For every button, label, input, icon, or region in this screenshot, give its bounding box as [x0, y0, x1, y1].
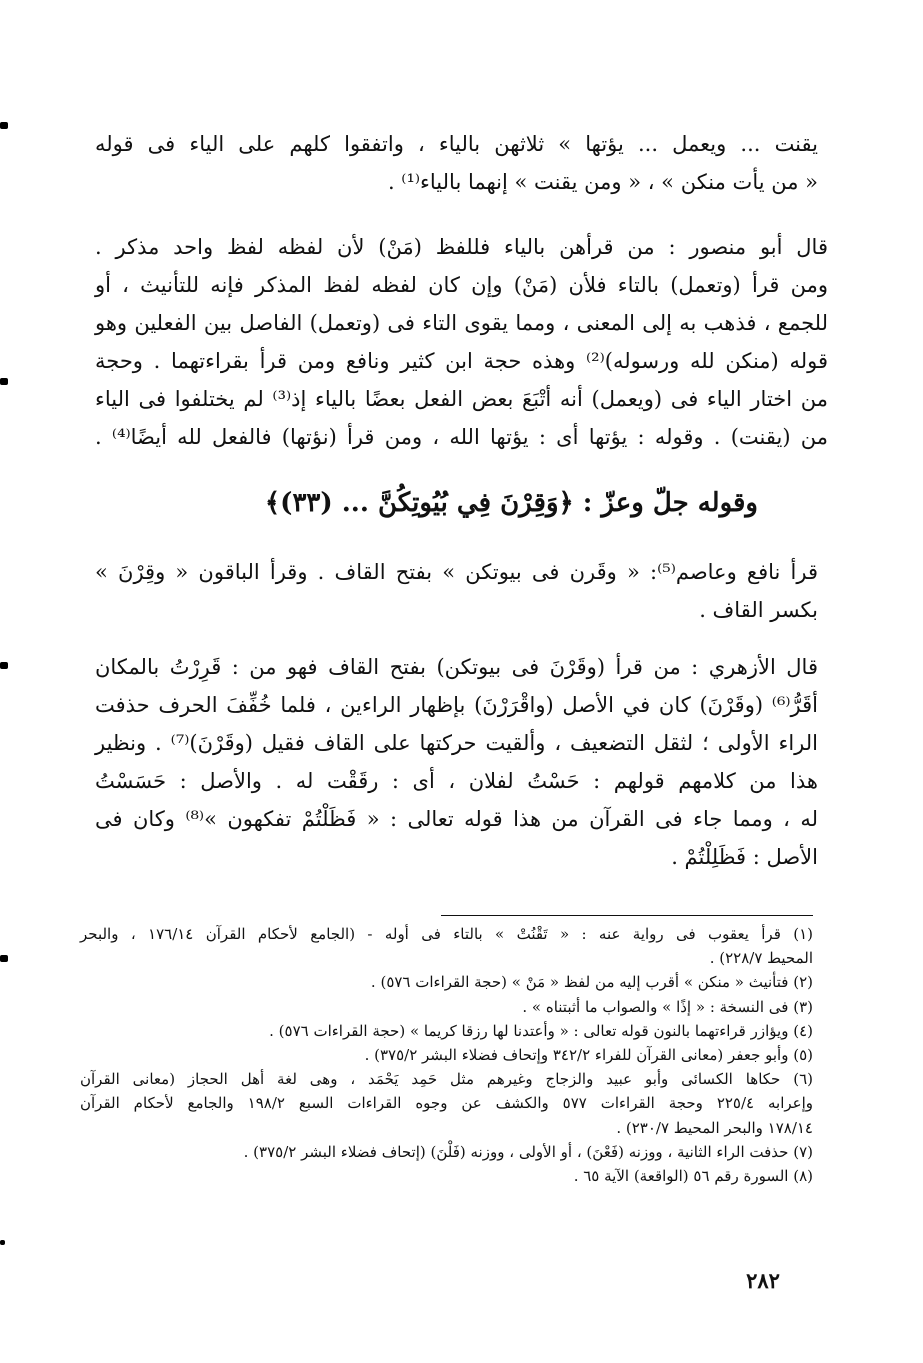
paragraph-2 [95, 228, 828, 456]
text-line: الراء الأولى ؛ لثقل التضعيف ، وألقيت حركتها على القاف فقيل (وقَرْنَ)⁽⁷⁾ . ونظير [95, 731, 818, 755]
footnote-line: (٣) فى النسخة : « إذًا » والصواب ما أثبتناه » . [522, 997, 813, 1016]
scan-margin-mark [0, 378, 8, 385]
text-line: الأصل : فَظَلِلْتُمْ . [671, 845, 818, 869]
footnotes [80, 922, 813, 1188]
footnote-separator [441, 915, 813, 916]
footnote-line: (٥) وأبو جعفر (معانى القرآن للفراء ٣٤٢/٢ وإتحاف فضلاء البشر ٣٧٥/٢) . [364, 1046, 813, 1065]
paragraph-3 [95, 553, 818, 629]
footnote-line: المحيط ٢٢٨/٧) . [709, 949, 813, 968]
scan-margin-mark [0, 662, 8, 669]
text-line: قوله (منكن لله ورسوله)⁽²⁾ وهذه حجة ابن كثير ونافع ومن قرأ بقراءتهما . وحجة [95, 349, 828, 373]
text-line: له ، ومما جاء فى القرآن من هذا قوله تعالى : « فَظَلْتُمْ تفكهون »⁽⁸⁾ وكان فى [95, 807, 818, 831]
quran-verse-heading: وقوله جلّ وعزّ : ﴿وَقِرْنَ فِي بُيُوتِكُنَّ ... (٣٣)﴾ [264, 488, 758, 518]
footnote-line: (٦) حكاها الكسائى وأبو عبيد والزجاج وغيرهم مثل حَمِد يَحْمَد ، وهى لغة أهل الحجاز (معانى القرآن [80, 1070, 813, 1089]
scan-margin-mark [0, 955, 8, 962]
text-line: أقَرُّ⁽⁶⁾ (وقَرْنَ) كان في الأصل (واقْرَرْنَ) بإظهار الراءين ، فلما خُفِّفَ الحرف حذفت [95, 693, 818, 717]
text-line: هذا من كلامهم قولهم : حَسْتُ لفلان ، أى : رقَقْت له . والأصل : حَسَسْتُ [95, 769, 818, 793]
footnote-line: (١) قرأ يعقوب فى رواية عنه : « تَقْنُتْ » بالتاء فى أوله - (الجامع لأحكام القرآن ١٧٦/١٤ ، والبحر [80, 925, 813, 943]
footnote-line: (٧) حذفت الراء الثانية ، ووزنه (فَعْنَ) ، أو الأولى ، ووزنه (فَلْنَ) (إتحاف فضلاء البشر ٣٧٥/٢) . [243, 1142, 813, 1161]
scan-margin-mark [0, 122, 8, 129]
paragraph-1 [95, 125, 818, 201]
footnote-line: (٤) ويؤازر قراءتهما بالنون قوله تعالى : « وأعتدنا لها رزقا كريما » (حجة القراءات ٥٧٦) . [269, 1021, 813, 1040]
footnote-line: ١٧٨/١٤ والبحر المحيط ٢٣٠/٧) . [616, 1118, 813, 1137]
text-line: يقنت ... ويعمل ... يؤتها » ثلاثهن بالياء ، واتفقوا كلهم على الياء فى قوله [95, 132, 818, 156]
footnote-line: وإعرابه ٢٢٥/٤ وحجة القراءات ٥٧٧ والكشف عن وجوه القراءات السبع ١٩٨/٢ والجامع لأحكام القرآن [80, 1094, 813, 1113]
text-line: ومن قرأ (وتعمل) بالتاء فلأن (مَنْ) وإن كان لفظه لفظ المذكر فإنه للتأنيث ، أو [95, 273, 828, 297]
footnote-line: (٢) فتأنيث « منكن » أقرب إليه من لفظ « مَنْ » (حجة القراءات ٥٧٦) . [370, 973, 813, 992]
page-number: ٢٨٢ [746, 1268, 780, 1293]
text-line: بكسر القاف . [699, 598, 818, 622]
text-line: قال أبو منصور : من قرأهن بالياء فللفظ (مَنْ) لأن لفظه لفظ واحد مذكر . [95, 235, 828, 259]
footnote-line: (٨) السورة رقم ٥٦ (الواقعة) الآية ٦٥ . [573, 1167, 813, 1186]
paragraph-4 [95, 648, 818, 876]
scan-margin-mark [0, 1240, 5, 1245]
text-line: قرأ نافع وعاصم⁽⁵⁾: « وقَرن فى بيوتكن » بفتح القاف . وقرأ الباقون « وقِرْنَ » [95, 560, 818, 584]
text-line: للجمع ، فذهب به إلى المعنى ، ومما يقوى التاء فى (وتعمل) الفاصل بين الفعلين وهو [95, 311, 828, 335]
text-line: « من يأت منكن » ، « ومن يقنت » إنهما بالياء⁽¹⁾ . [387, 170, 818, 194]
text-line: من اختار الياء فى (ويعمل) أنه أتْبَعَ بعض الفعل بعضًا بالياء إذ⁽³⁾ لم يختلفوا فى الياء [95, 387, 828, 411]
text-line: قال الأزهري : من قرأ (وقَرْنَ فى بيوتكن) بفتح القاف فهو من : قَرِرْتُ بالمكان [95, 655, 818, 679]
text-line: من (يقنت) . وقوله : يؤتها أى : يؤتها الله ، ومن قرأ (نؤتها) فالفعل لله أيضًا⁽⁴⁾ . [95, 425, 828, 449]
